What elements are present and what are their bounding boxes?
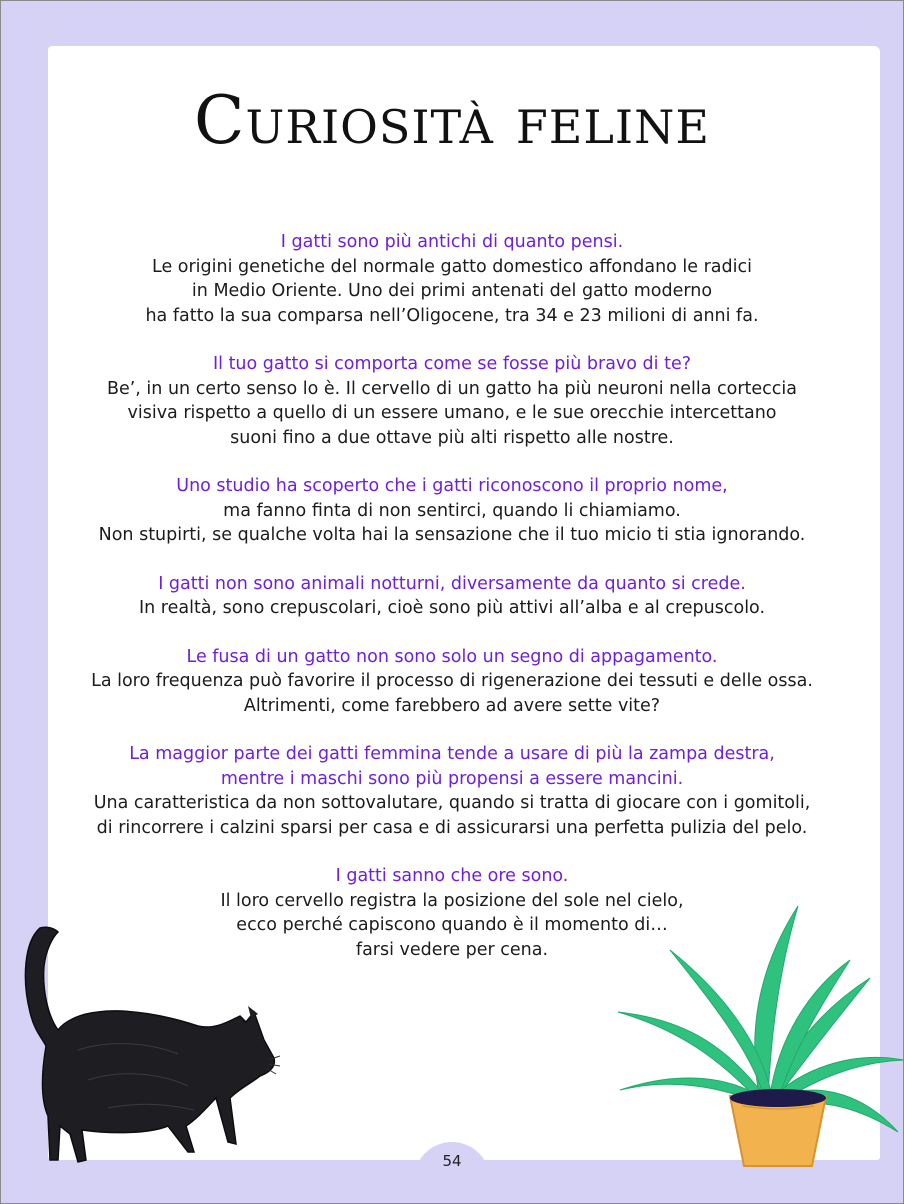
fact-body-line: di rincorrere i calzini sparsi per casa e di assicurarsi una perfetta pulizia del pelo.	[96, 817, 808, 838]
black-cat-illustration	[18, 920, 280, 1170]
fact-body-line: ecco perché capiscono quando è il momento di…	[236, 915, 668, 935]
fact-heading: mentre i maschi sono più propensi a essere mancini.	[220, 768, 684, 789]
fact-body-line: farsi vedere per cena.	[355, 939, 549, 960]
fact-body-line: ma fanno finta di non sentirci, quando li chiamiamo.	[223, 500, 681, 521]
fact-block	[60, 645, 844, 719]
facts-list	[60, 230, 844, 986]
fact-block	[60, 572, 844, 621]
fact-heading: Uno studio ha scoperto che i gatti riconoscono il proprio nome,	[176, 476, 728, 496]
fact-heading: Le fusa di un gatto non sono solo un segno di appagamento.	[186, 646, 718, 667]
fact-body-line: ha fatto la sua comparsa nell’Oligocene, tra 34 e 23 milioni di anni fa.	[145, 305, 759, 326]
fact-block	[60, 230, 844, 328]
fact-block	[60, 474, 844, 548]
fact-heading: La maggior parte dei gatti femmina tende a usare di più la zampa destra,	[129, 744, 775, 764]
fact-body-line: Altrimenti, come farebbero ad avere sette vite?	[243, 695, 661, 716]
potted-plant-illustration	[600, 900, 904, 1170]
fact-body-line: Il loro cervello registra la posizione del sole nel cielo,	[220, 890, 684, 911]
fact-body-line: suoni fino a due ottave più alti rispetto alle nostre.	[230, 427, 674, 448]
fact-heading: I gatti sono più antichi di quanto pensi.	[280, 232, 624, 252]
fact-body-line: La loro frequenza può favorire il processo di rigenerazione dei tessuti e delle ossa.	[91, 671, 813, 691]
page-number: 54	[442, 1152, 462, 1170]
fact-body-line: visiva rispetto a quello di un essere umano, e le sue orecchie intercettano	[127, 403, 777, 423]
fact-heading: I gatti sanno che ore sono.	[335, 866, 569, 886]
fact-block	[60, 352, 844, 450]
fact-body-line: Una caratteristica da non sottovalutare, quando si tratta di giocare con i gomitoli,	[93, 793, 811, 813]
page-title: Curiosità feline	[194, 82, 710, 159]
fact-body-line: in Medio Oriente. Uno dei primi antenati del gatto moderno	[191, 281, 713, 301]
fact-body-line: In realtà, sono crepuscolari, cioè sono più attivi all’alba e al crepuscolo.	[138, 598, 766, 618]
fact-body-line: Non stupirti, se qualche volta hai la sensazione che il tuo micio ti stia ignorando.	[98, 525, 806, 545]
fact-body-line: Be’, in un certo senso lo è. Il cervello di un gatto ha più neuroni nella corteccia	[106, 378, 798, 399]
fact-heading: Il tuo gatto si comporta come se fosse più bravo di te?	[212, 354, 692, 374]
fact-body-line: Le origini genetiche del normale gatto domestico affondano le radici	[152, 256, 752, 277]
fact-block	[60, 742, 844, 840]
fact-heading: I gatti non sono animali notturni, diversamente da quanto si crede.	[158, 573, 746, 594]
